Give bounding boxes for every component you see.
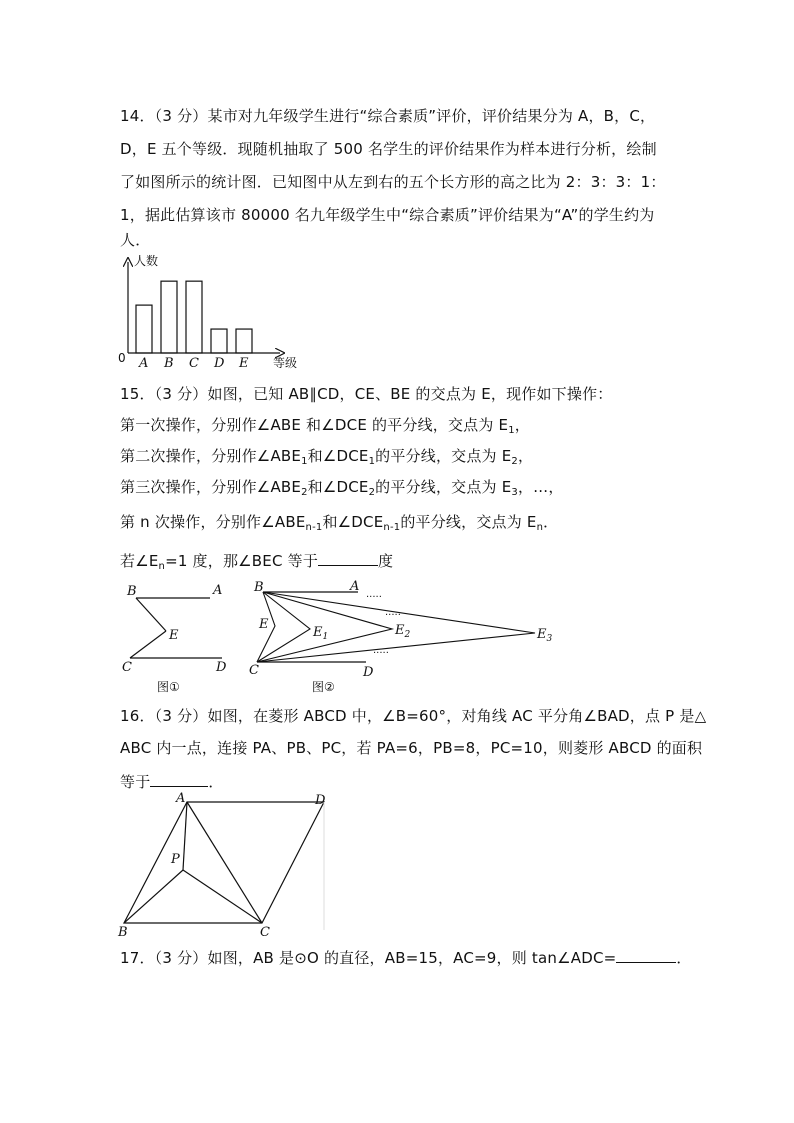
fig1-label-a: A (213, 583, 223, 598)
q16-line-1: 16．（3 分）如图，在菱形 ABCD 中，∠B=60°，对角线 AC 平分角∠BAD，点 P 是△ (120, 707, 707, 725)
q14-line-5: 人． (120, 231, 151, 249)
fig2-label-e3: $E_3$ (537, 627, 553, 644)
fig1-label-b: B (127, 584, 137, 599)
bar-E (236, 329, 252, 353)
q15-line-4: 第三次操作，分别作$\angle ABE_2$和$\angle DCE_2$的平分线，交点为 $E_3$，…， (120, 478, 564, 498)
bar-B (161, 281, 177, 353)
tick-label-E: E (239, 356, 249, 371)
q15-line-2: 第一次操作，分别作∠ABE 和∠DCE 的平分线，交点为 $E_1$， (120, 416, 530, 436)
fig1-label-e: E (169, 628, 179, 643)
q14-line-4: 1，据此估算该市 80000 名九年级学生中“综合素质”评价结果为“A”的学生约为 (120, 206, 655, 224)
q15-line-5: 第 n 次操作，分别作$\angle ABE_{n-1}$和$\angle DCE_{n-1}$的平分线，交点为 $E_n$． (120, 513, 559, 533)
fig2-dots-bottom: ····· (373, 648, 389, 659)
q16-label-c: C (260, 925, 270, 940)
q15-figure-2 (245, 578, 565, 698)
q15-line-1: 15．（3 分）如图，已知 AB∥CD，CE、BE 的交点为 E，现作如下操作： (120, 385, 613, 403)
origin-label: 0 (118, 351, 126, 365)
bar-A (136, 305, 152, 353)
fig1-caption: 图① (157, 680, 180, 694)
fig2-label-e1: $E_1$ (313, 625, 329, 642)
fig2-label-e2: $E_2$ (395, 623, 411, 640)
q16-line-3: 等于 ． (120, 770, 224, 792)
q16-line-2: ABC 内一点，连接 PA、PB、PC，若 PA=6，PB=8，PC=10，则菱形 ABCD 的面积 (120, 739, 703, 757)
bar-D (211, 329, 227, 353)
q16-label-d: D (315, 793, 326, 808)
tick-label-B: B (164, 356, 174, 371)
fig2-dots-top: ····· (366, 592, 382, 603)
q14-bar-chart (115, 252, 315, 374)
q14-line-3: 了如图所示的统计图．已知图中从左到右的五个长方形的高之比为 2：3：3：1： (120, 173, 666, 191)
fig2-label-d: D (363, 665, 374, 680)
tick-label-C: C (189, 356, 199, 371)
q16-label-a: A (176, 791, 186, 806)
q15-line-6: 若$\angle E_n=1$ 度，那∠BEC 等于 度 (120, 549, 393, 577)
tick-label-A: A (139, 356, 149, 371)
q16-label-b: B (118, 925, 128, 940)
q15-line-3: 第二次操作，分别作$\angle ABE_1$和$\angle DCE_1$的平分线，交点为 $E_2$， (120, 447, 534, 467)
q14-line-1: 14．（3 分）某市对九年级学生进行“综合素质”评价，评价结果分为 A，B，C， (120, 107, 656, 125)
q16-label-p: P (171, 852, 180, 867)
q14-line-2: D，E 五个等级．现随机抽取了 500 名学生的评价结果作为样本进行分析，绘制 (120, 140, 657, 158)
q15-figure-1 (118, 578, 238, 698)
fig2-label-e: E (259, 617, 269, 632)
fig2-caption: 图② (312, 680, 335, 694)
y-axis-label: 人数 (134, 254, 159, 268)
answer-blank (616, 946, 676, 963)
fig2-label-c: C (249, 663, 259, 678)
fig2-label-a: A (350, 579, 360, 594)
bar-C (186, 281, 202, 353)
tick-label-D: D (214, 356, 225, 371)
fig1-label-d: D (216, 660, 227, 675)
q17-line-1: 17．（3 分）如图，AB 是⊙O 的直径，AB=15，AC=9，则 tan∠ADC= ． (120, 946, 692, 968)
answer-blank (318, 549, 378, 566)
fig2-label-b: B (254, 580, 264, 595)
fig1-label-c: C (122, 660, 132, 675)
fig2-dots-right: ····· (385, 610, 401, 621)
x-axis-label: 等级 (273, 356, 298, 370)
answer-blank (150, 770, 208, 787)
q16-rhombus-figure (114, 790, 334, 945)
